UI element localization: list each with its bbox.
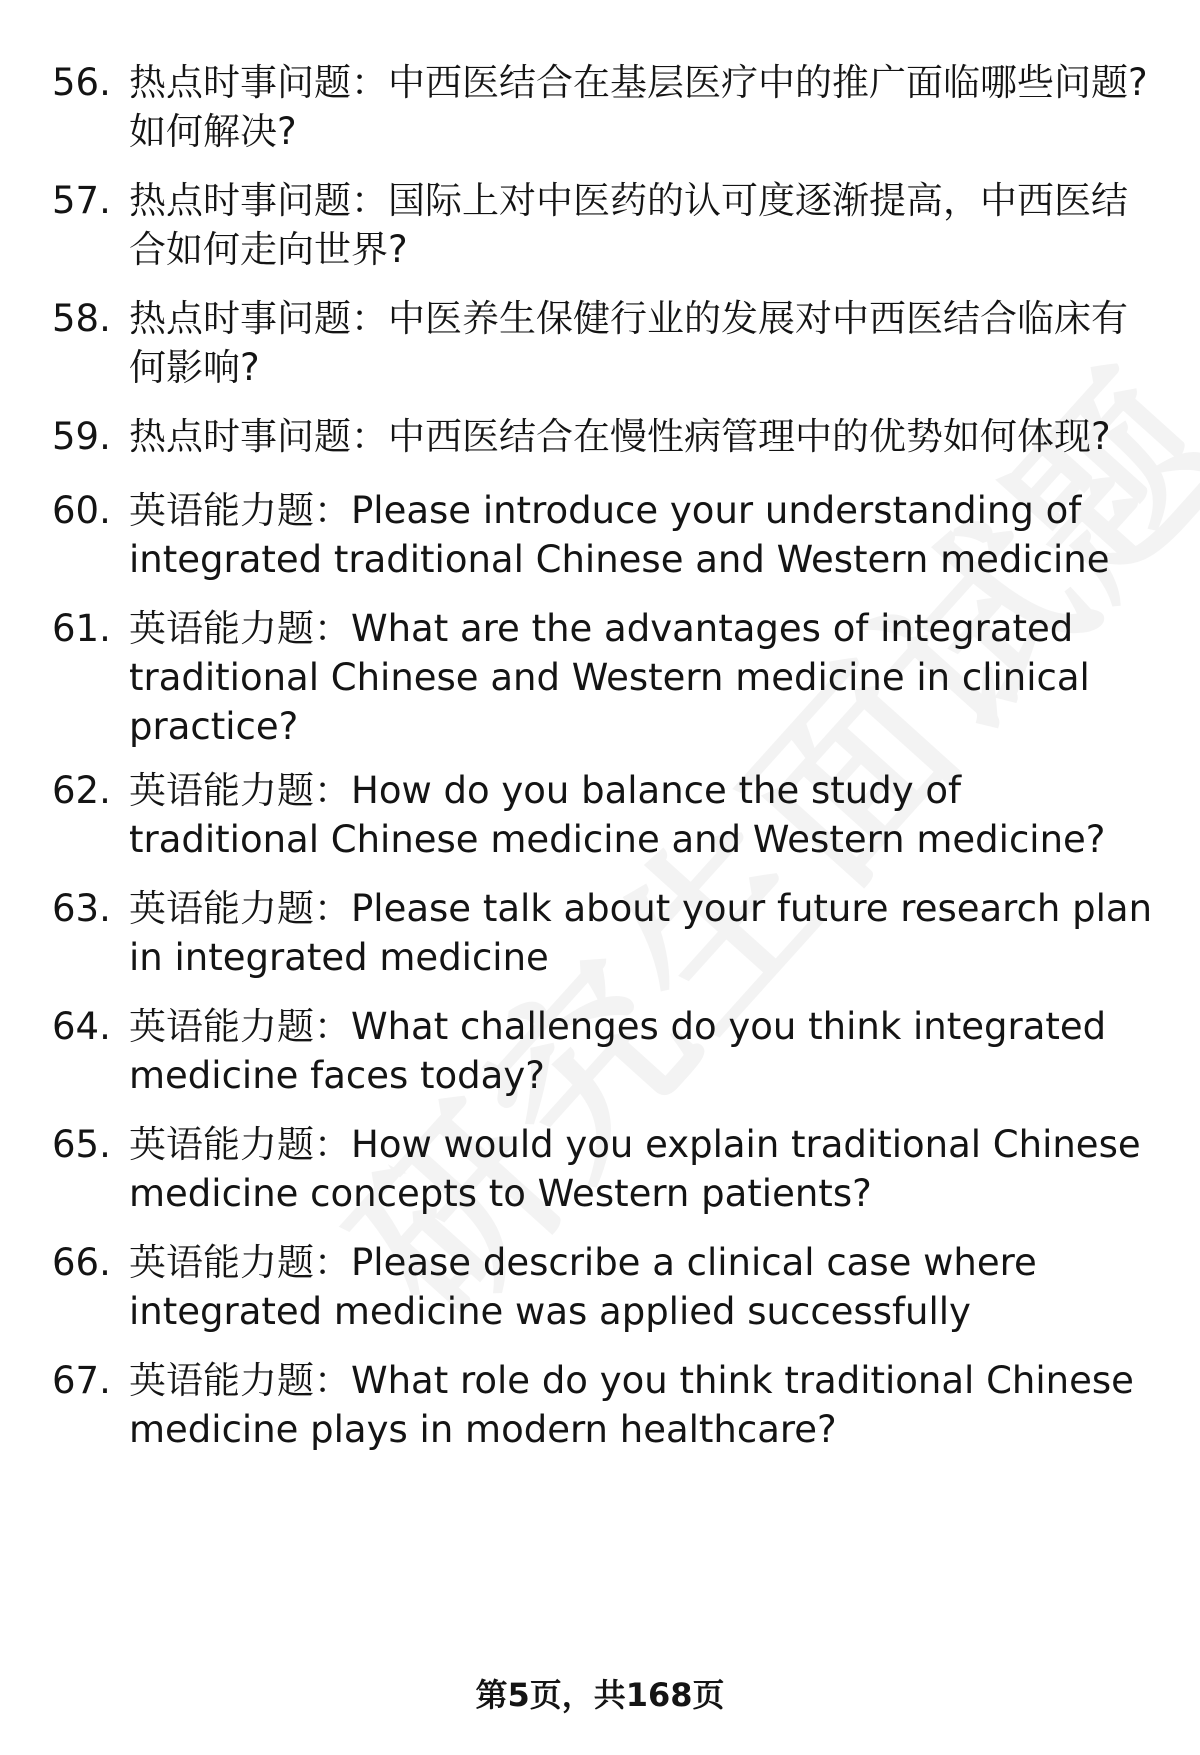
question-item <box>52 1238 1162 1336</box>
question-category: 英语能力题： <box>129 1123 351 1166</box>
question-body: 中西医结合在慢性病管理中的优势如何体现? <box>388 415 1111 458</box>
question-item <box>52 486 1162 584</box>
question-category: 英语能力题： <box>129 887 351 930</box>
question-category: 英语能力题： <box>129 1359 351 1402</box>
question-body: 国际上对中医药的认可度逐渐提高，中西医结合如何走向世界? <box>129 179 1128 271</box>
question-item <box>52 766 1162 864</box>
question-category: 热点时事问题： <box>129 297 388 340</box>
question-text <box>129 884 1162 982</box>
question-body: How would you explain traditional Chinese medicine concepts to Western patients? <box>129 1123 1141 1215</box>
page-footer: 第5页，共168页 <box>475 1676 725 1714</box>
question-category: 英语能力题： <box>129 1241 351 1284</box>
question-body: 中医养生保健行业的发展对中西医结合临床有何影响? <box>129 297 1128 389</box>
question-text <box>129 1120 1162 1218</box>
question-text <box>129 1002 1162 1100</box>
question-number: 58. <box>52 297 111 340</box>
question-number: 66. <box>52 1241 111 1284</box>
question-body: Please talk about your future research plan in integrated medicine <box>129 887 1153 979</box>
question-text <box>129 176 1162 274</box>
question-number: 60. <box>52 489 111 532</box>
question-item <box>52 58 1162 156</box>
question-body: How do you balance the study of traditional Chinese medicine and Western medicine? <box>129 769 1106 861</box>
question-category: 英语能力题： <box>129 1005 351 1048</box>
question-category: 热点时事问题： <box>129 179 388 222</box>
question-text <box>129 58 1162 156</box>
question-number: 65. <box>52 1123 111 1166</box>
question-item <box>52 294 1162 392</box>
question-item <box>52 1002 1162 1100</box>
question-number: 62. <box>52 769 111 812</box>
question-number: 64. <box>52 1005 111 1048</box>
question-category: 热点时事问题： <box>129 61 388 104</box>
question-item <box>52 604 1162 751</box>
question-body: 中西医结合在基层医疗中的推广面临哪些问题?如何解决? <box>129 61 1148 153</box>
question-text <box>129 1238 1162 1336</box>
question-item <box>52 1356 1162 1454</box>
question-text <box>129 412 1162 461</box>
question-body: Please introduce your understanding of integrated traditional Chinese and Western medicine <box>129 489 1110 581</box>
question-number: 57. <box>52 179 111 222</box>
question-category: 英语能力题： <box>129 489 351 532</box>
question-item <box>52 412 1162 461</box>
question-number: 63. <box>52 887 111 930</box>
question-item <box>52 884 1162 982</box>
question-number: 67. <box>52 1359 111 1402</box>
question-number: 61. <box>52 607 111 650</box>
question-body: What challenges do you think integrated medicine faces today? <box>129 1005 1107 1097</box>
question-body: What are the advantages of integrated traditional Chinese and Western medicine in clinical practice? <box>129 607 1090 748</box>
question-number: 59. <box>52 415 111 458</box>
question-category: 英语能力题： <box>129 769 351 812</box>
question-text <box>129 604 1162 751</box>
question-item <box>52 1120 1162 1218</box>
question-text <box>129 766 1162 864</box>
question-body: Please describe a clinical case where integrated medicine was applied successfully <box>129 1241 1037 1333</box>
question-item <box>52 176 1162 274</box>
question-text <box>129 486 1162 584</box>
question-category: 英语能力题： <box>129 607 351 650</box>
question-category: 热点时事问题： <box>129 415 388 458</box>
question-text <box>129 1356 1162 1454</box>
question-text <box>129 294 1162 392</box>
question-number: 56. <box>52 61 111 104</box>
question-body: What role do you think traditional Chinese medicine plays in modern healthcare? <box>129 1359 1134 1451</box>
